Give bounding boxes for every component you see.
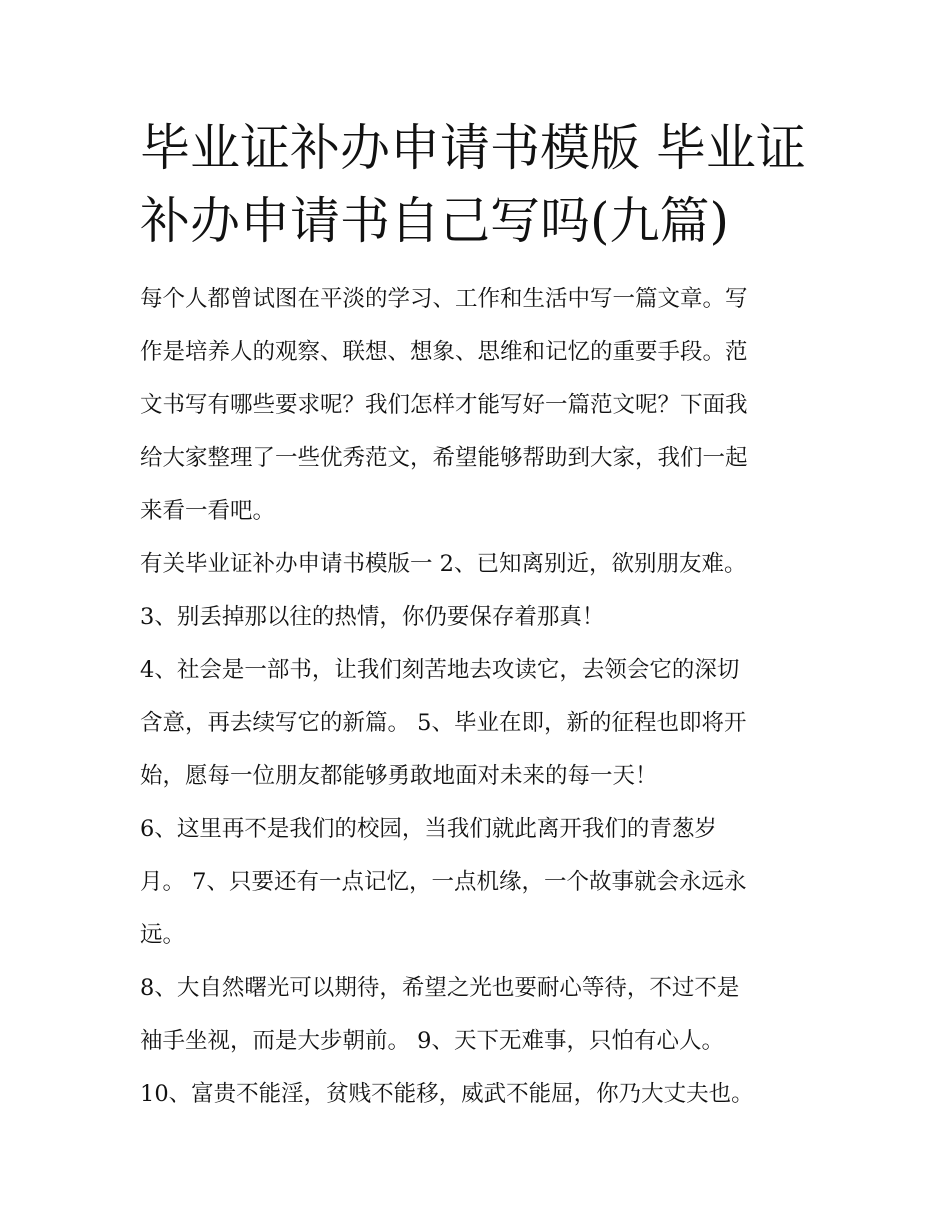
body-line: 来看一看吧。 xyxy=(140,498,276,524)
document-body xyxy=(140,273,830,1121)
body-line: 袖手坐视，而是大步朝前。 9、天下无难事，只怕有心人。 xyxy=(140,1028,724,1054)
body-line: 6、这里再不是我们的校园，当我们就此离开我们的青葱岁 xyxy=(140,816,717,842)
title-line: 补办申请书自己写吗(九篇) xyxy=(140,192,730,250)
body-line: 始，愿每一位朋友都能够勇敢地面对未来的每一天！ xyxy=(140,763,658,789)
body-line: 每个人都曾试图在平淡的学习、工作和生活中写一篇文章。写 xyxy=(140,286,748,312)
body-line: 有关毕业证补办申请书模版一 2、已知离别近，欲别朋友难。 xyxy=(140,551,747,577)
body-line: 给大家整理了一些优秀范文，希望能够帮助到大家，我们一起 xyxy=(140,445,748,471)
body-line: 3、别丢掉那以往的热情，你仍要保存着那真！ xyxy=(140,604,605,630)
body-line: 作是培养人的观察、联想、想象、思维和记忆的重要手段。范 xyxy=(140,339,748,365)
body-line: 月。 7、只要还有一点记忆，一点机缘，一个故事就会永远永 xyxy=(140,869,747,895)
body-line: 4、社会是一部书，让我们刻苦地去攻读它，去领会它的深切 xyxy=(140,657,740,683)
body-line: 8、大自然曙光可以期待，希望之光也要耐心等待，不过不是 xyxy=(140,975,740,1001)
body-line: 含意，再去续写它的新篇。 5、毕业在即，新的征程也即将开 xyxy=(140,710,747,736)
body-line: 10、富贵不能淫，贫贱不能移，威武不能屈，你乃大丈夫也。 xyxy=(140,1081,754,1107)
body-line: 文书写有哪些要求呢？我们怎样才能写好一篇范文呢？下面我 xyxy=(140,392,748,418)
document-title xyxy=(140,112,830,258)
body-line: 远。 xyxy=(140,922,186,948)
title-line: 毕业证补办申请书模版 毕业证 xyxy=(140,119,806,177)
